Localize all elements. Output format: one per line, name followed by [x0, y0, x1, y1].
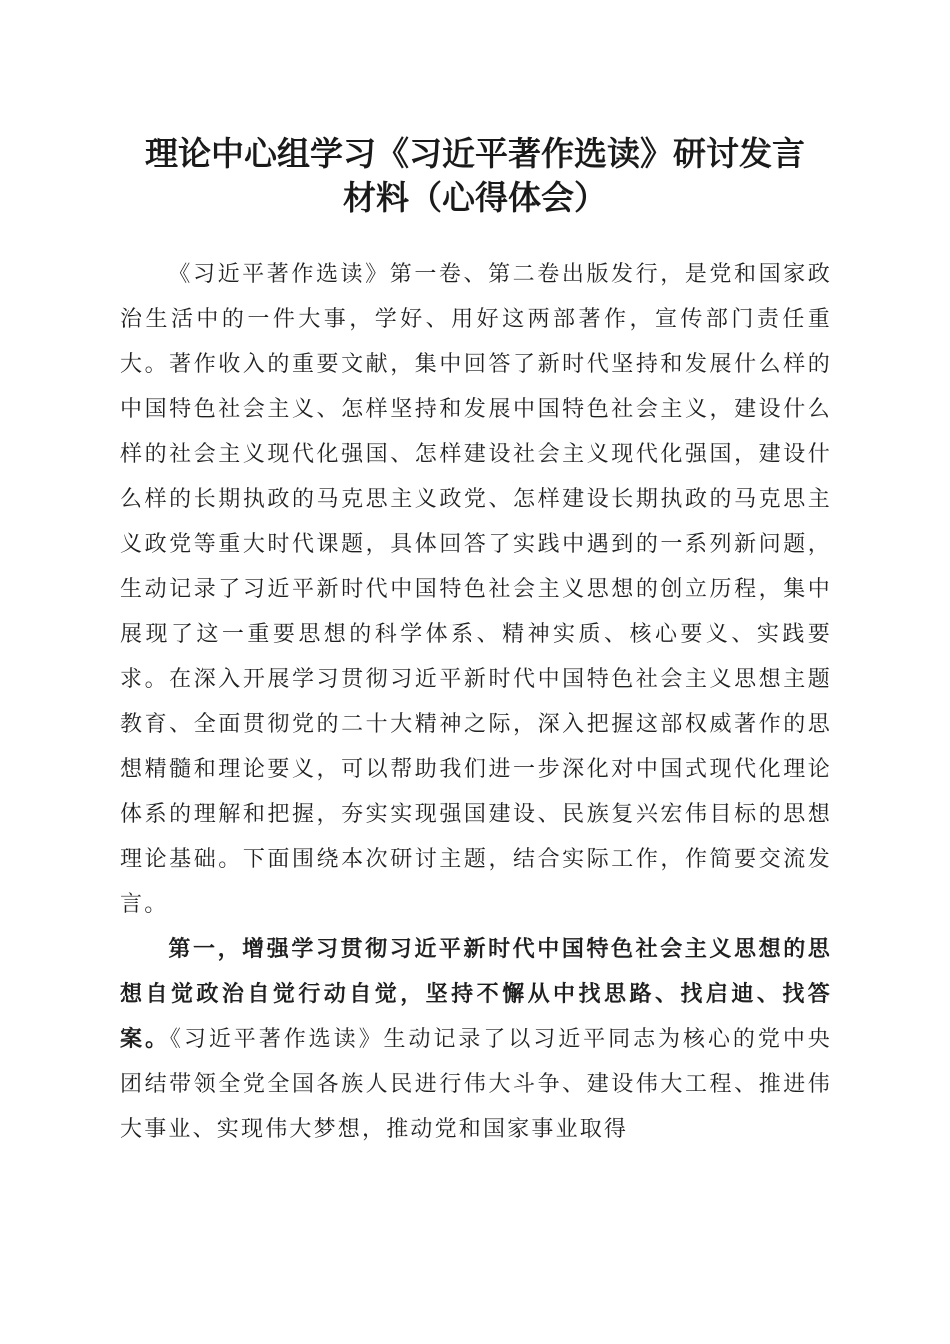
document-body [120, 252, 832, 1152]
title-line-1: 理论中心组学习《习近平著作选读》研讨发言 [145, 134, 805, 173]
paragraph-point-one-lead: 第一，增强学习贯彻习近平新时代中国特色社会主义思想的思想自觉政治自觉行动自觉，坚持不懈从中找思路、找启迪、找答案。 [120, 936, 832, 1052]
paragraph-point-one-text: 《习近平著作选读》生动记录了以习近平同志为核心的党中央团结带领全党全国各族人民进行伟大斗争、建设伟大工程、推进伟大事业、实现伟大梦想，推动党和国家事业取得 [120, 1027, 832, 1142]
paragraph-point-one [120, 927, 832, 1152]
paragraph-intro [120, 252, 832, 927]
paragraph-intro-text: 《习近平著作选读》第一卷、第二卷出版发行，是党和国家政治生活中的一件大事，学好、用好这两部著作，宣传部门责任重大。著作收入的重要文献，集中回答了新时代坚持和发展什么样的中国特色社会主义、怎样坚持和发展中国特色社会主义，建设什么样的社会主义现代化强国、怎样建设社会主义现代化强国，建设什么样的长期执政的马克思主义政党、怎样建设长期执政的马克思主义政党等重大时代课题，具体回答了实践中遇到的一系列新问题，生动记录了习近平新时代中国特色社会主义思想的创立历程，集中展现了这一重要思想的科学体系、精神实质、核心要义、实践要求。在深入开展学习贯彻习近平新时代中国特色社会主义思想主题教育、全面贯彻党的二十大精神之际，深入把握这部权威著作的思想精髓和理论要义，可以帮助我们进一步深化对中国式现代化理论体系的理解和把握，夯实实现强国建设、民族复兴宏伟目标的思想理论基础。下面围绕本次研讨主题，结合实际工作，作简要交流发言。 [120, 262, 832, 917]
document-title [0, 132, 950, 220]
title-line-2: 材料（心得体会） [343, 178, 607, 217]
